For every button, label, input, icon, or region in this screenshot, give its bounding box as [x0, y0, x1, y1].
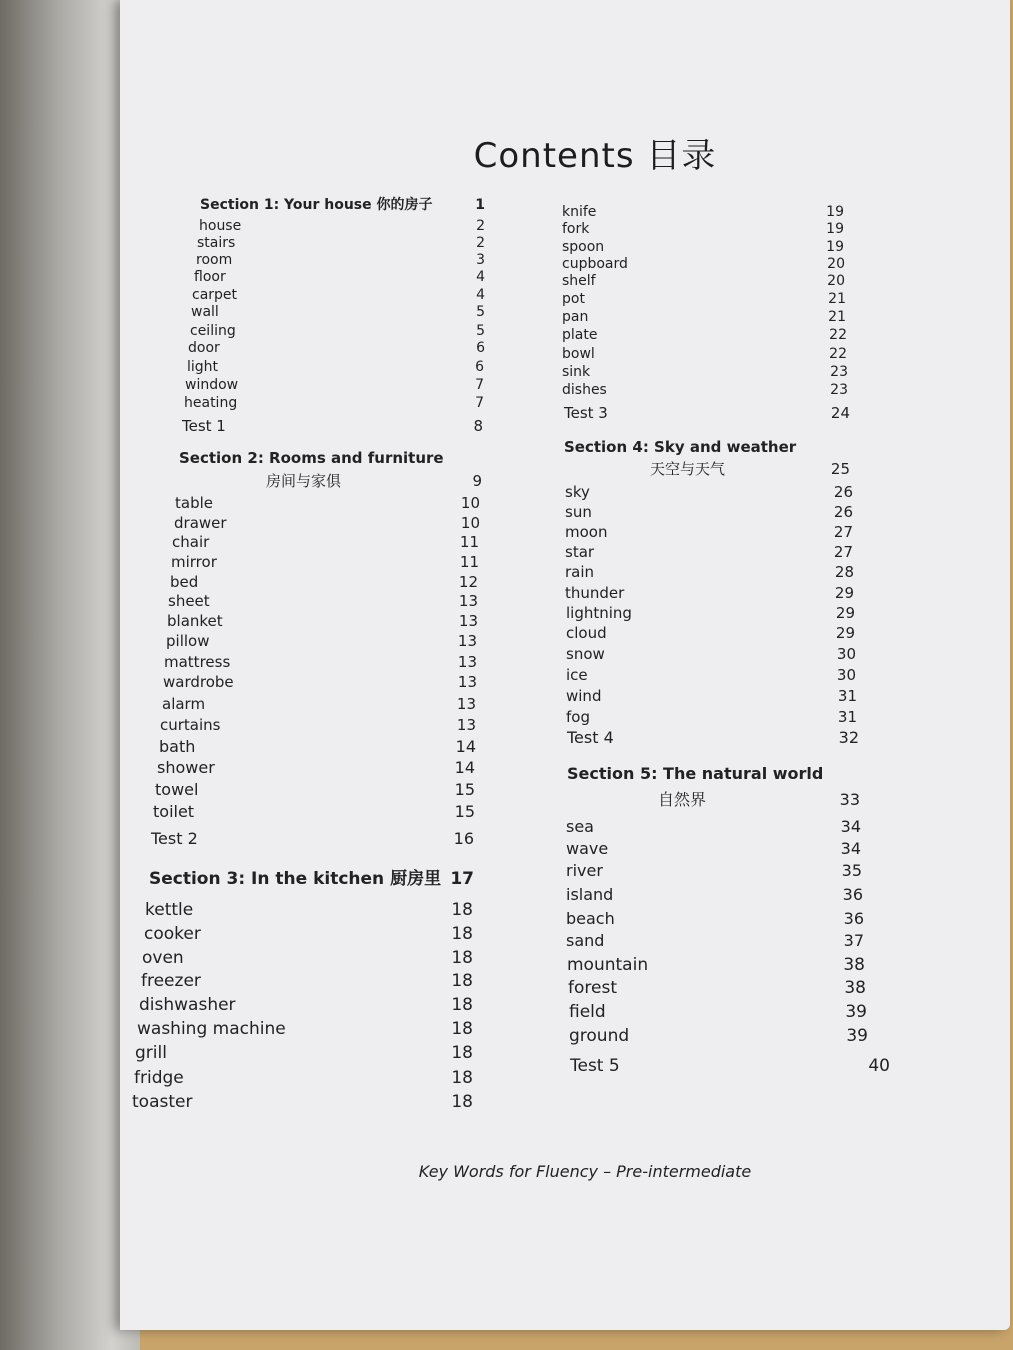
- toc-page-number: 5: [476, 304, 485, 320]
- toc-label: field: [569, 1002, 606, 1022]
- toc-entry: [137, 1018, 473, 1040]
- toc-page-number: 29: [834, 584, 854, 602]
- toc-page-number: 6: [475, 359, 484, 375]
- toc-page-number: 6: [476, 340, 485, 356]
- toc-entry: [166, 630, 477, 652]
- toc-page-number: 29: [835, 604, 855, 622]
- toc-label: 天空与天气: [650, 460, 726, 478]
- toc-label: sink: [562, 364, 591, 380]
- toc-entry: [167, 610, 478, 632]
- toc-label: snow: [566, 645, 605, 663]
- toc-page-number: 23: [830, 364, 848, 380]
- page-footer: Key Words for Fluency – Pre-intermediate: [418, 1162, 752, 1181]
- toc-page-number: 14: [454, 758, 475, 777]
- toc-label: sky: [565, 483, 590, 501]
- toc-label: Test 1: [182, 417, 226, 435]
- toc-label: plate: [562, 327, 598, 343]
- toc-page-number: 28: [834, 563, 854, 581]
- toc-page-number: 36: [843, 909, 864, 928]
- toc-page-number: 22: [829, 346, 847, 362]
- toc-label: wardrobe: [163, 673, 234, 691]
- toc-page-number: 10: [460, 514, 480, 532]
- toc-entry: [569, 1001, 867, 1023]
- toc-page-number: 2: [476, 218, 485, 234]
- section-subtitle-row: [650, 458, 850, 480]
- book-page: [120, 0, 1010, 1330]
- toc-entry: [135, 1042, 473, 1064]
- toc-entry: [566, 685, 857, 707]
- toc-entry: [142, 947, 473, 969]
- toc-entry: [569, 1025, 868, 1047]
- toc-page-number: 13: [457, 653, 477, 671]
- toc-page-number: 11: [459, 533, 479, 551]
- toc-entry: [145, 899, 473, 921]
- toc-entry: [184, 392, 484, 414]
- toc-label: mattress: [164, 653, 231, 671]
- toc-page-number: 7: [475, 395, 484, 411]
- toc-entry: [132, 1091, 473, 1113]
- section-heading: [179, 447, 482, 469]
- toc-label: pan: [562, 309, 589, 325]
- toc-label: Section 2: Rooms and furniture: [179, 449, 444, 467]
- toc-entry: [567, 727, 859, 749]
- toc-label: knife: [562, 204, 597, 220]
- toc-page-number: 8: [473, 417, 483, 435]
- toc-page-number: 2: [476, 235, 485, 251]
- toc-label: grill: [135, 1043, 167, 1063]
- toc-entry: [182, 415, 483, 437]
- toc-page-number: 25: [830, 460, 850, 478]
- toc-label: mountain: [567, 955, 649, 975]
- toc-page-number: 20: [827, 273, 845, 289]
- toc-label: sea: [566, 817, 594, 836]
- toc-label: dishes: [562, 382, 607, 398]
- toc-label: toilet: [153, 802, 195, 821]
- toc-label: pillow: [166, 632, 210, 650]
- toc-label: door: [188, 340, 220, 356]
- toc-label: pot: [562, 291, 585, 307]
- toc-label: bowl: [562, 346, 595, 362]
- toc-page-number: 34: [840, 817, 861, 836]
- toc-page-number: 39: [845, 1002, 867, 1022]
- toc-page-number: 4: [476, 287, 485, 303]
- toc-page-number: 5: [476, 323, 485, 339]
- toc-page-number: 13: [457, 632, 477, 650]
- toc-label: light: [187, 359, 219, 375]
- toc-entry: [141, 970, 473, 992]
- toc-label: Test 5: [570, 1056, 620, 1076]
- toc-entry: [566, 664, 856, 686]
- toc-label: cooker: [144, 924, 201, 944]
- toc-page-number: 18: [451, 995, 473, 1015]
- toc-page-number: 17: [450, 869, 474, 889]
- toc-page-number: 39: [846, 1026, 868, 1046]
- toc-label: toaster: [132, 1092, 193, 1112]
- toc-label: towel: [155, 780, 199, 799]
- toc-page-number: 23: [830, 382, 848, 398]
- toc-page-number: 15: [454, 780, 475, 799]
- toc-label: wall: [191, 304, 219, 320]
- toc-entry: [163, 671, 477, 693]
- toc-label: room: [196, 252, 233, 268]
- toc-label: fork: [562, 221, 590, 237]
- toc-label: thunder: [565, 584, 625, 602]
- toc-page-number: 18: [451, 924, 473, 944]
- toc-label: forest: [568, 978, 617, 998]
- toc-label: Test 4: [567, 728, 614, 747]
- toc-page-number: 36: [842, 885, 863, 904]
- toc-page-number: 9: [472, 472, 482, 490]
- toc-page-number: 13: [456, 695, 476, 713]
- toc-label: bath: [159, 737, 196, 756]
- toc-page-number: 7: [475, 377, 484, 393]
- toc-entry: [139, 994, 473, 1016]
- toc-page-number: 27: [833, 543, 853, 561]
- toc-label: freezer: [141, 971, 201, 991]
- toc-label: ceiling: [190, 323, 236, 339]
- toc-label: cloud: [566, 624, 607, 642]
- toc-page-number: 34: [840, 839, 861, 858]
- toc-page-number: 18: [451, 1092, 473, 1112]
- toc-label: Section 3: In the kitchen 厨房里: [149, 869, 442, 889]
- section-heading: [200, 194, 485, 216]
- toc-entry: [566, 838, 861, 860]
- toc-label: oven: [142, 948, 184, 968]
- toc-entry: [566, 884, 863, 906]
- toc-label: ice: [566, 666, 588, 684]
- toc-page-number: 12: [458, 573, 478, 591]
- toc-entry: [159, 736, 476, 758]
- toc-page-number: 11: [459, 553, 479, 571]
- toc-page-number: 40: [868, 1056, 890, 1076]
- toc-label: beach: [566, 909, 615, 928]
- toc-label: sheet: [168, 592, 210, 610]
- toc-label: wave: [566, 839, 609, 858]
- toc-label: heating: [184, 395, 238, 411]
- toc-entry: [565, 582, 854, 604]
- toc-label: alarm: [162, 695, 206, 713]
- toc-page-number: 29: [835, 624, 855, 642]
- toc-entry: [565, 501, 853, 523]
- toc-entry: [567, 954, 865, 976]
- toc-entry: [164, 651, 477, 673]
- toc-page-number: 21: [828, 291, 846, 307]
- toc-page-number: 3: [476, 252, 485, 268]
- toc-label: Section 1: Your house 你的房子: [200, 197, 433, 213]
- toc-entry: [570, 1055, 890, 1077]
- toc-entry: [566, 816, 861, 838]
- toc-page-number: 19: [826, 221, 844, 237]
- toc-entry: [151, 828, 474, 850]
- toc-entry: [168, 590, 478, 612]
- toc-entry: [566, 706, 857, 728]
- toc-page-number: 18: [451, 900, 473, 920]
- toc-label: Section 5: The natural world: [567, 764, 824, 783]
- book-spine: [0, 0, 140, 1350]
- toc-entry: [566, 602, 855, 624]
- toc-page-number: 19: [826, 239, 844, 255]
- toc-page-number: 18: [451, 1019, 473, 1039]
- toc-entry: [565, 481, 853, 503]
- toc-label: rain: [565, 563, 595, 581]
- toc-entry: [566, 908, 864, 930]
- page-title: Contents 目录: [473, 136, 717, 176]
- toc-label: curtains: [160, 716, 221, 734]
- toc-page-number: 14: [455, 737, 476, 756]
- section-heading: [567, 763, 859, 785]
- toc-page-number: 18: [451, 1043, 473, 1063]
- section-subtitle-row: [658, 789, 860, 811]
- toc-entry: [565, 521, 853, 543]
- toc-page-number: 18: [451, 1068, 473, 1088]
- toc-page-number: 35: [841, 861, 862, 880]
- toc-entry: [566, 860, 862, 882]
- toc-page-number: 38: [843, 955, 865, 975]
- toc-page-number: 19: [826, 204, 844, 220]
- toc-page-number: 30: [836, 645, 856, 663]
- toc-label: 自然界: [658, 790, 707, 809]
- toc-label: table: [175, 494, 213, 512]
- toc-page-number: 26: [833, 503, 853, 521]
- toc-label: sun: [565, 503, 592, 521]
- toc-page-number: 31: [837, 687, 857, 705]
- toc-page-number: 15: [454, 802, 475, 821]
- toc-label: fridge: [134, 1068, 184, 1088]
- toc-label: Section 4: Sky and weather: [564, 438, 797, 456]
- toc-page-number: 21: [828, 309, 846, 325]
- toc-page-number: 33: [839, 790, 860, 809]
- toc-page-number: 30: [836, 666, 856, 684]
- toc-label: floor: [194, 269, 226, 285]
- toc-entry: [565, 541, 853, 563]
- toc-entry: [144, 923, 473, 945]
- toc-entry: [171, 551, 479, 573]
- section-heading: [149, 868, 474, 890]
- toc-page-number: 13: [456, 716, 476, 734]
- toc-label: river: [566, 861, 603, 880]
- toc-entry: [566, 930, 864, 952]
- toc-page-number: 1: [475, 197, 485, 213]
- toc-label: shower: [157, 758, 215, 777]
- toc-entry: [155, 779, 475, 801]
- toc-entry: [157, 757, 475, 779]
- toc-label: spoon: [562, 239, 605, 255]
- toc-entry: [175, 492, 480, 514]
- toc-page-number: 18: [451, 971, 473, 991]
- toc-label: drawer: [174, 514, 227, 532]
- toc-entry: [562, 379, 848, 401]
- toc-entry: [134, 1067, 473, 1089]
- toc-label: washing machine: [137, 1019, 286, 1039]
- toc-page-number: 37: [843, 931, 864, 950]
- toc-page-number: 31: [837, 708, 857, 726]
- toc-entry: [568, 977, 866, 999]
- toc-page-number: 32: [838, 728, 859, 747]
- toc-label: lightning: [566, 604, 632, 622]
- toc-entry: [565, 561, 854, 583]
- toc-label: fog: [566, 708, 590, 726]
- toc-page-number: 13: [457, 673, 477, 691]
- toc-label: moon: [565, 523, 608, 541]
- toc-entry: [160, 714, 476, 736]
- toc-label: 房间与家俱: [266, 472, 342, 490]
- toc-label: carpet: [192, 287, 238, 303]
- toc-label: window: [185, 377, 239, 393]
- section-subtitle-row: [266, 470, 482, 492]
- toc-page-number: 24: [830, 404, 850, 422]
- toc-label: Test 2: [151, 829, 198, 848]
- toc-label: shelf: [562, 273, 596, 289]
- toc-label: sand: [566, 931, 605, 950]
- toc-label: Test 3: [564, 404, 608, 422]
- toc-entry: [566, 643, 856, 665]
- toc-page-number: 13: [458, 592, 478, 610]
- toc-entry: [162, 693, 476, 715]
- toc-page-number: 10: [460, 494, 480, 512]
- toc-entry: [153, 801, 475, 823]
- toc-label: bed: [170, 573, 199, 591]
- toc-label: island: [566, 885, 614, 904]
- toc-page-number: 16: [453, 829, 474, 848]
- toc-page-number: 38: [844, 978, 866, 998]
- toc-label: cupboard: [562, 256, 628, 272]
- toc-label: stairs: [197, 235, 236, 251]
- toc-page-number: 18: [451, 948, 473, 968]
- toc-page-number: 26: [833, 483, 853, 501]
- toc-entry: [172, 531, 479, 553]
- toc-label: chair: [172, 533, 210, 551]
- toc-page-number: 4: [476, 269, 485, 285]
- toc-label: dishwasher: [139, 995, 236, 1015]
- toc-page-number: 22: [829, 327, 847, 343]
- toc-page-number: 27: [833, 523, 853, 541]
- toc-label: mirror: [171, 553, 217, 571]
- toc-label: wind: [566, 687, 602, 705]
- toc-label: ground: [569, 1026, 630, 1046]
- toc-page-number: 20: [827, 256, 845, 272]
- toc-entry: [564, 402, 850, 424]
- toc-label: house: [199, 218, 242, 234]
- toc-label: star: [565, 543, 595, 561]
- toc-label: kettle: [145, 900, 194, 920]
- toc-page-number: 13: [458, 612, 478, 630]
- toc-entry: [566, 622, 855, 644]
- section-heading: [564, 436, 850, 458]
- toc-label: blanket: [167, 612, 223, 630]
